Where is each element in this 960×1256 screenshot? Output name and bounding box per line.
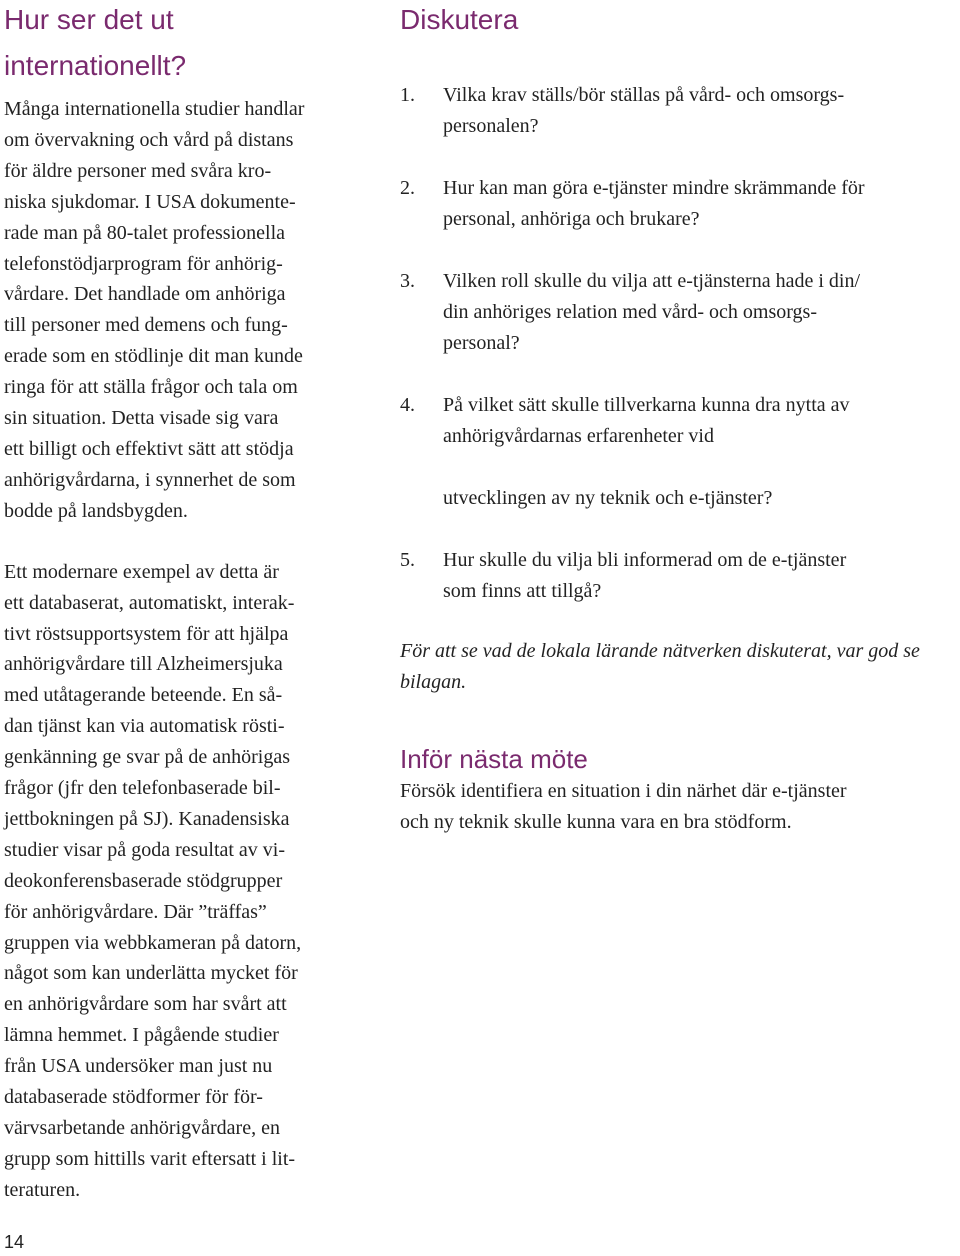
- paragraph-line: om övervakning och vård på distans: [4, 128, 294, 151]
- right-column: [400, 0, 960, 838]
- section-heading-discuss: Diskutera: [400, 4, 519, 35]
- paragraph-line: vårdare. Det handlade om anhöriga: [4, 283, 286, 306]
- paragraph-line: jettbokningen på SJ). Kanadensiska: [4, 807, 290, 830]
- question-line: personal?: [443, 332, 520, 354]
- question-line: [443, 452, 960, 483]
- paragraph-line: tivt röstsupportsystem för att hjälpa: [4, 622, 289, 645]
- paragraph-line: för anhörigvårdare. Där ”träffas”: [4, 900, 267, 923]
- paragraph-line: värvsarbetande anhörigvårdare, en: [4, 1117, 280, 1139]
- question-line: Hur skulle du vilja bli informerad om de e-tjänster: [443, 549, 847, 571]
- heading-line: Hur ser det ut: [4, 4, 174, 35]
- question-text: [443, 390, 960, 514]
- question-item: [400, 266, 960, 359]
- question-line: anhörigvårdarnas erfarenheter vid: [443, 425, 714, 447]
- question-line: personal, anhöriga och brukare?: [443, 208, 700, 230]
- question-line: som finns att tillgå?: [443, 580, 602, 602]
- paragraph-line: Många internationella studier handlar: [4, 98, 305, 120]
- paragraph-line: ett billigt och effektivt sätt att stödja: [4, 437, 294, 460]
- text-line: Försök identifiera en situation i din närhet där e-tjänster: [400, 780, 847, 802]
- paragraph-line: telefonstödjarprogram för anhörig-: [4, 252, 283, 275]
- question-number: 3.: [400, 270, 415, 292]
- question-line: din anhöriges relation med vård- och omsorgs-: [443, 301, 817, 323]
- heading-line: internationellt?: [4, 50, 187, 81]
- paragraph-line: sin situation. Detta visade sig vara: [4, 407, 279, 430]
- question-text: [443, 266, 960, 359]
- question-line: Hur kan man göra e-tjänster mindre skrämmande för: [443, 177, 865, 199]
- text-line: och ny teknik skulle kunna vara en bra stödform.: [400, 810, 792, 833]
- left-column: [4, 0, 376, 1206]
- paragraph-line: deokonferensbaserade stödgrupper: [4, 869, 283, 892]
- question-number: 1.: [400, 84, 415, 106]
- question-list: [400, 80, 960, 607]
- paragraph-line: anhörigvårdarna, i synnerhet de som: [4, 468, 296, 491]
- note-line: bilagan.: [400, 671, 467, 693]
- page-number: 14: [4, 1232, 25, 1252]
- paragraph-line: Ett modernare exempel av detta är: [4, 560, 279, 583]
- italic-note: [400, 636, 960, 698]
- paragraph-line: från USA undersöker man just nu: [4, 1055, 273, 1078]
- paragraph-line: genkänning ge svar på de anhörigas: [4, 746, 291, 769]
- paragraph-line: något som kan underlätta mycket för: [4, 962, 298, 985]
- paragraph-line: dan tjänst kan via automatisk rösti-: [4, 715, 285, 738]
- question-item: [400, 545, 960, 607]
- question-item: [400, 390, 960, 514]
- paragraph-line: gruppen via webbkameran på datorn,: [4, 931, 302, 954]
- question-item: [400, 173, 960, 235]
- paragraph-1: [4, 94, 376, 527]
- next-meeting-text: [400, 776, 960, 838]
- question-line: Vilka krav ställs/bör ställas på vård- och omsorgs-: [443, 84, 845, 106]
- question-number: 5.: [400, 549, 415, 571]
- question-line: personalen?: [443, 115, 539, 137]
- paragraph-line: niska sjukdomar. I USA dokumente-: [4, 190, 296, 213]
- question-text: [443, 80, 960, 142]
- question-line: Vilken roll skulle du vilja att e-tjänsterna hade i din/: [443, 270, 861, 292]
- question-text: [443, 545, 960, 607]
- question-text: [443, 173, 960, 235]
- paragraph-line: lämna hemmet. I pågående studier: [4, 1024, 279, 1047]
- question-line: utvecklingen av ny teknik och e-tjänster?: [443, 487, 773, 509]
- paragraph-line: rade man på 80-talet professionella: [4, 221, 285, 244]
- paragraph-line: teraturen.: [4, 1178, 81, 1201]
- question-number: 4.: [400, 394, 415, 416]
- paragraph-line: ett databaserat, automatiskt, interak-: [4, 591, 295, 614]
- paragraph-line: anhörigvårdare till Alzheimersjuka: [4, 653, 283, 676]
- question-item: [400, 80, 960, 142]
- paragraph-line: en anhörigvårdare som har svårt att: [4, 993, 287, 1016]
- paragraph-2: [4, 557, 376, 1206]
- paragraph-line: till personer med demens och fung-: [4, 314, 288, 337]
- paragraph-line: ringa för att ställa frågor och tala om: [4, 376, 298, 399]
- paragraph-line: frågor (jfr den telefonbaserade bil-: [4, 777, 281, 800]
- paragraph-line: grupp som hittills varit eftersatt i lit-: [4, 1147, 296, 1170]
- section-heading-next-meeting: Inför nästa möte: [400, 744, 588, 774]
- paragraph-line: studier visar på goda resultat av vi-: [4, 838, 286, 861]
- paragraph-line: erade som en stödlinje dit man kunde: [4, 345, 303, 368]
- note-line: För att se vad de lokala lärande nätverken diskuterat, var god se: [400, 640, 920, 662]
- paragraph-line: för äldre personer med svåra kro-: [4, 159, 272, 182]
- section-heading-international: [4, 0, 376, 89]
- question-number: 2.: [400, 177, 415, 199]
- question-line: På vilket sätt skulle tillverkarna kunna dra nytta av: [443, 394, 850, 416]
- paragraph-line: med utåtagerande beteende. En så-: [4, 684, 283, 707]
- paragraph-line: bodde på landsbygden.: [4, 499, 188, 522]
- paragraph-line: databaserade stödformer för för-: [4, 1086, 263, 1109]
